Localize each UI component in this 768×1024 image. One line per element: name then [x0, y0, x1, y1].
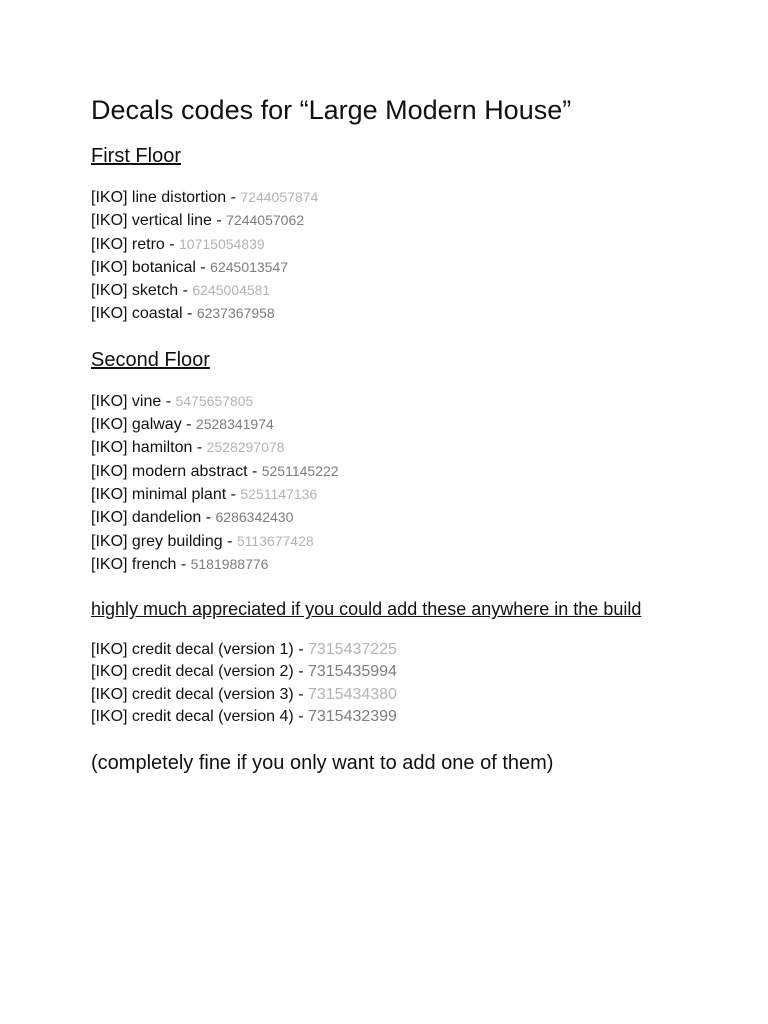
decal-code: 5251147136	[240, 485, 318, 502]
decal-label: [IKO] sketch -	[91, 282, 193, 300]
decal-label: [IKO] credit decal (version 2) -	[91, 663, 308, 681]
decal-label: [IKO] botanical -	[91, 258, 211, 276]
second-floor-decal-list	[91, 390, 731, 576]
decal-list-item	[91, 661, 731, 683]
decal-code: 7244057874	[240, 189, 319, 205]
decal-list-item	[91, 483, 731, 506]
document-title: Decals codes for “Large Modern House”	[91, 95, 572, 125]
decal-code: 5475657805	[175, 392, 254, 409]
decal-label: [IKO] credit decal (version 4) -	[91, 708, 308, 726]
decal-code: 7244057062	[226, 212, 305, 229]
section-heading-first-floor: First Floor	[91, 145, 181, 167]
decal-list-item	[91, 390, 731, 413]
first-floor-decal-list	[91, 186, 731, 326]
decal-code: 7315432399	[307, 708, 397, 726]
decal-label: [IKO] french -	[91, 555, 191, 573]
decal-code: 7315435994	[307, 663, 397, 681]
decal-code: 5113677428	[236, 532, 314, 549]
decal-label: [IKO] modern abstract -	[91, 462, 262, 480]
section-heading-credit-decals: highly much appreciated if you could add these anywhere in the build	[91, 599, 642, 620]
closing-note: (completely fine if you only want to add one of them)	[91, 752, 554, 775]
decal-label: [IKO] retro -	[91, 235, 180, 253]
decal-label: [IKO] grey building -	[91, 532, 237, 550]
decal-code: 6286342430	[215, 509, 294, 526]
decal-list-item	[91, 256, 731, 279]
decal-label: [IKO] credit decal (version 3) -	[91, 685, 308, 703]
decal-list-item	[91, 436, 731, 459]
credit-decal-list	[91, 639, 731, 728]
decal-code: 2528297078	[206, 439, 285, 456]
decal-list-item	[91, 639, 731, 661]
decal-label: [IKO] vine -	[91, 392, 176, 410]
decal-list-item	[91, 553, 731, 576]
section-heading-second-floor: Second Floor	[91, 348, 210, 371]
decal-code: 5181988776	[190, 555, 269, 572]
decal-list-item	[91, 413, 731, 436]
decal-list-item	[91, 706, 731, 728]
decal-label: [IKO] coastal -	[91, 305, 197, 323]
decal-code: 6245004581	[192, 282, 271, 299]
decal-code: 7315437225	[307, 641, 397, 659]
decal-code: 5251145222	[261, 462, 339, 479]
decal-list-item	[91, 209, 731, 232]
decal-list-item	[91, 302, 731, 325]
decal-list-item	[91, 460, 731, 483]
decal-list-item	[91, 684, 731, 706]
decal-label: [IKO] dandelion -	[91, 509, 216, 527]
decal-list-item	[91, 233, 731, 256]
decal-list-item	[91, 186, 731, 209]
decal-code: 6237367958	[196, 305, 275, 322]
decal-code: 6245013547	[210, 258, 289, 275]
decal-code: 10715054839	[179, 235, 265, 252]
decal-code: 2528341974	[195, 416, 274, 433]
decal-list-item	[91, 530, 731, 553]
document-page	[91, 92, 731, 776]
decal-label: [IKO] line distortion -	[91, 189, 241, 206]
decal-label: [IKO] vertical line -	[91, 212, 227, 230]
decal-label: [IKO] galway -	[91, 416, 196, 434]
decal-label: [IKO] credit decal (version 1) -	[91, 641, 308, 659]
decal-label: [IKO] minimal plant -	[91, 485, 241, 503]
decal-label: [IKO] hamilton -	[91, 439, 207, 457]
decal-list-item	[91, 279, 731, 302]
decal-code: 7315434380	[307, 685, 397, 703]
decal-list-item	[91, 506, 731, 529]
